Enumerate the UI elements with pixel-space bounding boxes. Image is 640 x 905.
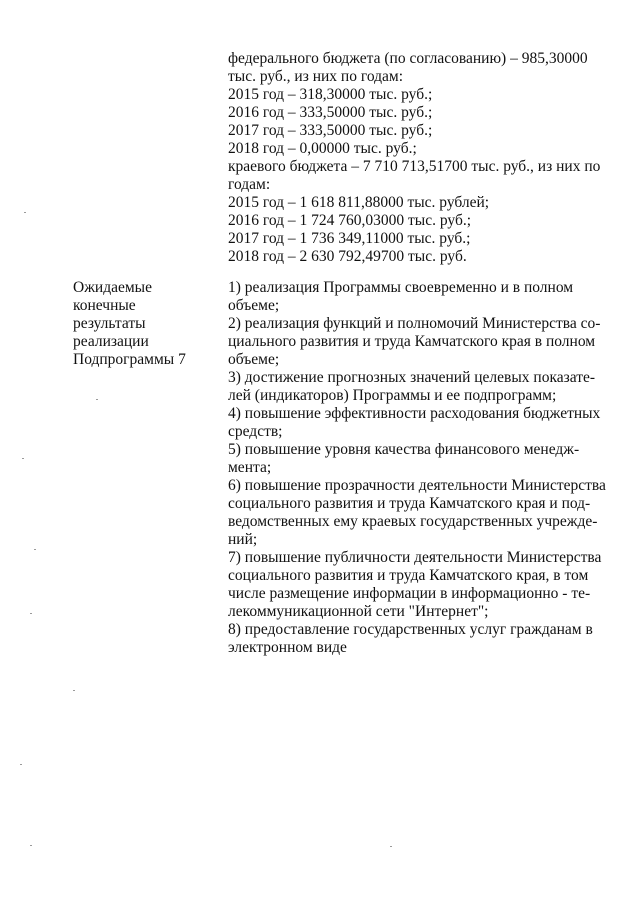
result-line: 1) реализация Программы своевременно и в полном — [228, 279, 574, 296]
budget-line: тыс. руб., из них по годам: — [228, 68, 404, 85]
result-line: ний; — [228, 531, 258, 548]
budget-line: годам: — [228, 176, 271, 193]
budget-line: 2015 год – 318,30000 тыс. руб.; — [228, 86, 433, 103]
result-line: ведомственных ему краевых государственных учрежде- — [228, 513, 598, 530]
budget-line: 2016 год – 1 724 760,03000 тыс. руб.; — [228, 212, 472, 229]
scan-speck — [96, 399, 98, 400]
scan-speck — [22, 458, 24, 459]
result-line: лекоммуникационной сети "Интернет"; — [228, 603, 489, 620]
budget-line: федерального бюджета (по согласованию) – 985,30000 — [228, 50, 588, 67]
result-line: социального развития и труда Камчатского края и под- — [228, 495, 591, 512]
budget-line: 2017 год – 333,50000 тыс. руб.; — [228, 122, 433, 139]
result-line: 6) повышение прозрачности деятельности Министерства — [228, 477, 606, 494]
result-line: объеме; — [228, 351, 280, 368]
result-line: мента; — [228, 459, 272, 476]
scan-speck — [73, 690, 75, 691]
result-line: 3) достижение прогнозных значений целевых показате- — [228, 369, 596, 386]
result-line: средств; — [228, 423, 283, 440]
budget-line: 2016 год – 333,50000 тыс. руб.; — [228, 104, 433, 121]
result-line: 4) повышение эффективности расходования бюджетных — [228, 405, 601, 422]
budget-line: 2018 год – 0,00000 тыс. руб.; — [228, 140, 417, 157]
scan-speck — [30, 845, 32, 846]
result-line: социального развития и труда Камчатского края, в том — [228, 567, 589, 584]
label-line: Подпрограммы 7 — [73, 351, 186, 368]
scan-speck — [20, 764, 22, 765]
result-line: лей (индикаторов) Программы и ее подпрограмм; — [228, 387, 557, 404]
budget-line: 2018 год – 2 630 792,49700 тыс. руб. — [228, 248, 467, 265]
label-line: Ожидаемые — [73, 279, 152, 296]
label-line: реализации — [73, 333, 149, 350]
result-line: 7) повышение публичности деятельности Министерства — [228, 549, 602, 566]
scan-speck — [24, 212, 26, 213]
result-line: циального развития и труда Камчатского края в полном — [228, 333, 596, 350]
label-line: конечные — [73, 297, 136, 314]
result-line: 2) реализация функций и полномочий Министерства со- — [228, 315, 601, 332]
result-line: электронном виде — [228, 639, 347, 656]
budget-line: 2017 год – 1 736 349,11000 тыс. руб.; — [228, 230, 471, 247]
scan-speck — [30, 613, 32, 614]
label-line: результаты — [73, 315, 146, 332]
scan-speck — [390, 846, 392, 847]
budget-line: краевого бюджета – 7 710 713,51700 тыс. руб., из них по — [228, 158, 601, 175]
budget-line: 2015 год – 1 618 811,88000 тыс. рублей; — [228, 194, 490, 211]
result-line: 8) предоставление государственных услуг гражданам в — [228, 621, 593, 638]
result-line: 5) повышение уровня качества финансового менедж- — [228, 441, 580, 458]
scan-speck — [34, 549, 36, 550]
result-line: числе размещение информации в информационно - те- — [228, 585, 591, 602]
result-line: объеме; — [228, 297, 280, 314]
